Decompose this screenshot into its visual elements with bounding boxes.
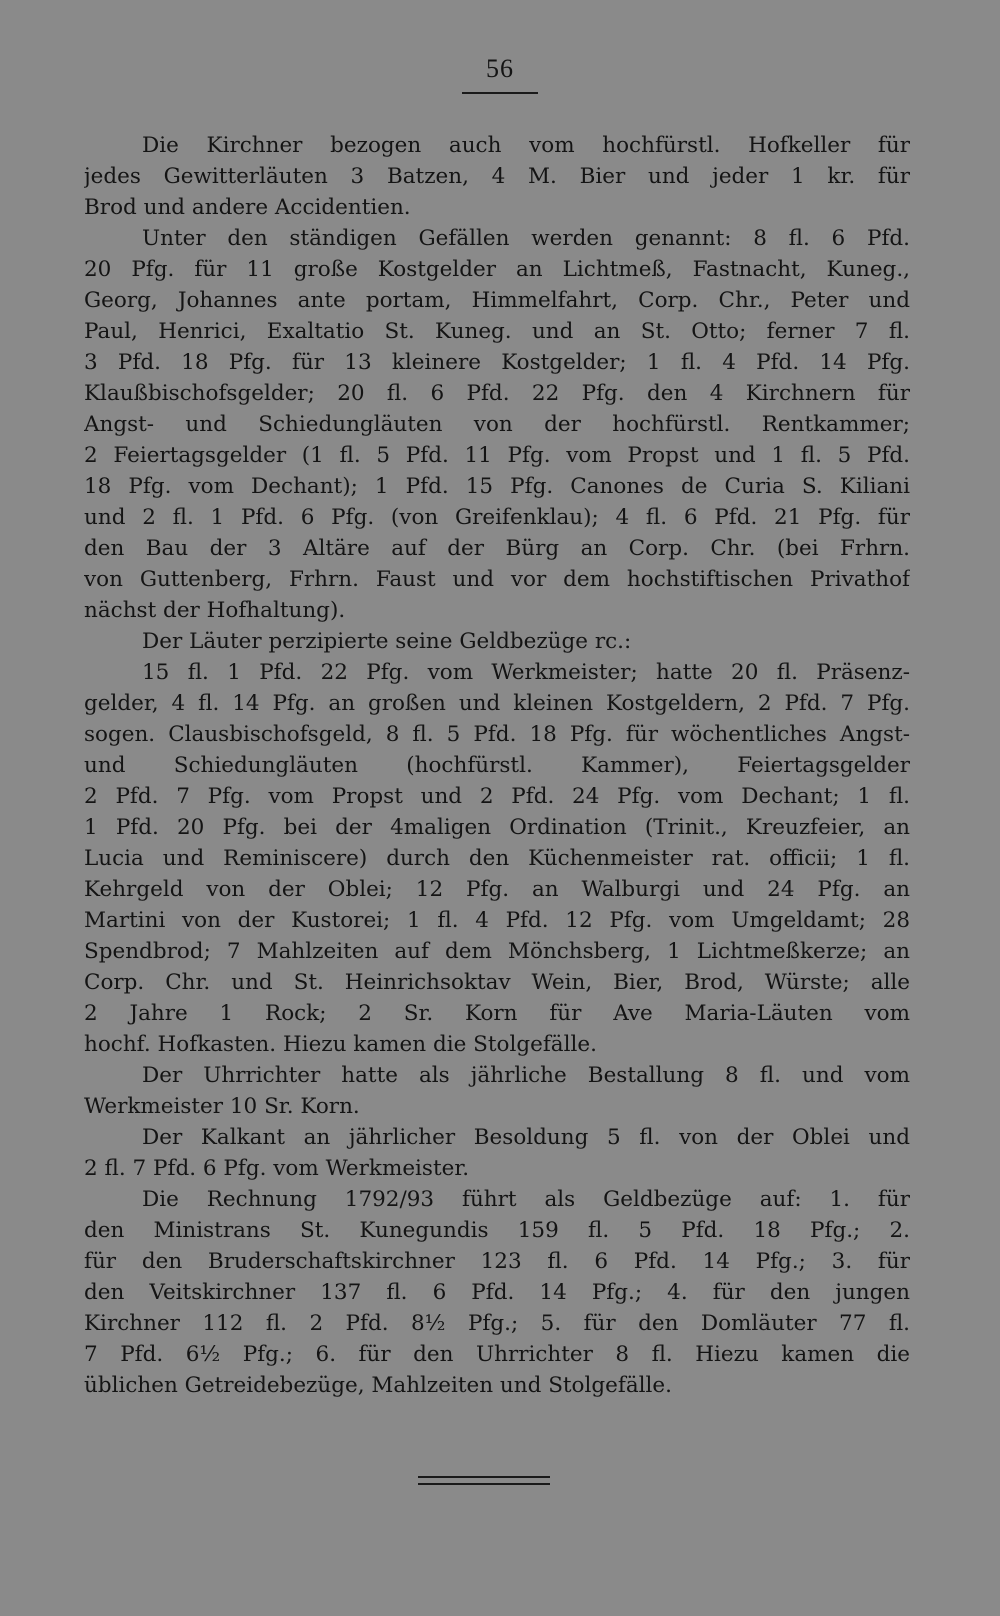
text-line: nächst der Hofhaltung).	[84, 598, 346, 623]
text-line: Spendbrod; 7 Mahlzeiten auf dem Mönchsberg, 1 Lichtmeßkerze; an	[84, 939, 910, 964]
text-line: 18 Pfg. vom Dechant); 1 Pfd. 15 Pfg. Canones de Curia S. Kiliani	[84, 474, 910, 499]
text-line: den Bau der 3 Altäre auf der Bürg an Corp. Chr. (bei Frhrn.	[84, 536, 910, 561]
text-line: Angst- und Schiedungläuten von der hochfürstl. Rentkammer;	[84, 412, 910, 437]
page-number-rule	[462, 92, 538, 94]
text-line: 2 Feiertagsgelder (1 fl. 5 Pfd. 11 Pfg. vom Propst und 1 fl. 5 Pfd.	[84, 443, 910, 468]
text-line: Georg, Johannes ante portam, Himmelfahrt, Corp. Chr., Peter und	[84, 288, 910, 313]
text-line: und Schiedungläuten (hochfürstl. Kammer), Feiertagsgelder	[84, 753, 910, 778]
text-line: üblichen Getreidebezüge, Mahlzeiten und Stolgefälle.	[84, 1373, 672, 1398]
text-line: 2 Jahre 1 Rock; 2 Sr. Korn für Ave Maria-Läuten vom	[84, 1001, 910, 1026]
text-line: Unter den ständigen Gefällen werden genannt: 8 fl. 6 Pfd.	[142, 226, 910, 251]
text-line: Corp. Chr. und St. Heinrichsoktav Wein, Bier, Brod, Würste; alle	[84, 970, 910, 995]
text-line: Die Rechnung 1792/93 führt als Geldbezüge auf: 1. für	[142, 1187, 910, 1212]
text-line: Martini von der Kustorei; 1 fl. 4 Pfd. 12 Pfg. vom Umgeldamt; 28	[84, 908, 910, 933]
text-line: jedes Gewitterläuten 3 Batzen, 4 M. Bier und jeder 1 kr. für	[84, 164, 910, 189]
text-line: 3 Pfd. 18 Pfg. für 13 kleinere Kostgelder; 1 fl. 4 Pfd. 14 Pfg.	[84, 350, 910, 375]
text-line: 15 fl. 1 Pfd. 22 Pfg. vom Werkmeister; hatte 20 fl. Präsenz-	[142, 660, 910, 685]
page-number: 56	[486, 54, 514, 83]
text-line: Klaußbischofsgelder; 20 fl. 6 Pfd. 22 Pfg. den 4 Kirchnern für	[84, 381, 910, 406]
text-line: für den Bruderschaftskirchner 123 fl. 6 Pfd. 14 Pfg.; 3. für	[84, 1249, 910, 1274]
text-line: 2 Pfd. 7 Pfg. vom Propst und 2 Pfd. 24 Pfg. vom Dechant; 1 fl.	[84, 784, 910, 809]
text-line: hochf. Hofkasten. Hiezu kamen die Stolgefälle.	[84, 1032, 597, 1057]
text-line: und 2 fl. 1 Pfd. 6 Pfg. (von Greifenklau); 4 fl. 6 Pfd. 21 Pfg. für	[84, 505, 910, 530]
text-line: Werkmeister 10 Sr. Korn.	[84, 1094, 360, 1119]
text-line: 20 Pfg. für 11 große Kostgelder an Lichtmeß, Fastnacht, Kuneg.,	[84, 257, 910, 282]
text-line: Lucia und Reminiscere) durch den Küchenmeister rat. officii; 1 fl.	[84, 846, 910, 871]
text-line: Paul, Henrici, Exaltatio St. Kuneg. und an St. Otto; ferner 7 fl.	[84, 319, 910, 344]
text-line: Der Kalkant an jährlicher Besoldung 5 fl. von der Oblei und	[142, 1125, 910, 1150]
text-line: Kehrgeld von der Oblei; 12 Pfg. an Walburgi und 24 Pfg. an	[84, 877, 910, 902]
text-line: den Veitskirchner 137 fl. 6 Pfd. 14 Pfg.; 4. für den jungen	[84, 1280, 910, 1305]
text-line: den Ministrans St. Kunegundis 159 fl. 5 Pfd. 18 Pfg.; 2.	[84, 1218, 910, 1243]
text-line: 7 Pfd. 6½ Pfg.; 6. für den Uhrrichter 8 fl. Hiezu kamen die	[84, 1342, 910, 1367]
text-line: gelder, 4 fl. 14 Pfg. an großen und kleinen Kostgeldern, 2 Pfd. 7 Pfg.	[84, 691, 910, 716]
text-line: Der Uhrrichter hatte als jährliche Bestallung 8 fl. und vom	[142, 1063, 910, 1088]
text-line: Der Läuter perzipierte seine Geldbezüge rc.:	[142, 629, 632, 654]
text-line: 1 Pfd. 20 Pfg. bei der 4maligen Ordination (Trinit., Kreuzfeier, an	[84, 815, 910, 840]
text-line: von Guttenberg, Frhrn. Faust und vor dem hochstiftischen Privathof	[84, 567, 910, 592]
text-line: Die Kirchner bezogen auch vom hochfürstl. Hofkeller für	[142, 133, 910, 158]
text-line: Brod und andere Accidentien.	[84, 195, 411, 220]
end-of-section-rule	[418, 1476, 550, 1485]
text-line: 2 fl. 7 Pfd. 6 Pfg. vom Werkmeister.	[84, 1156, 470, 1181]
text-line: sogen. Clausbischofsgeld, 8 fl. 5 Pfd. 18 Pfg. für wöchentliches Angst-	[84, 722, 910, 747]
text-block	[84, 130, 910, 1401]
text-line: Kirchner 112 fl. 2 Pfd. 8½ Pfg.; 5. für den Domläuter 77 fl.	[84, 1311, 910, 1336]
